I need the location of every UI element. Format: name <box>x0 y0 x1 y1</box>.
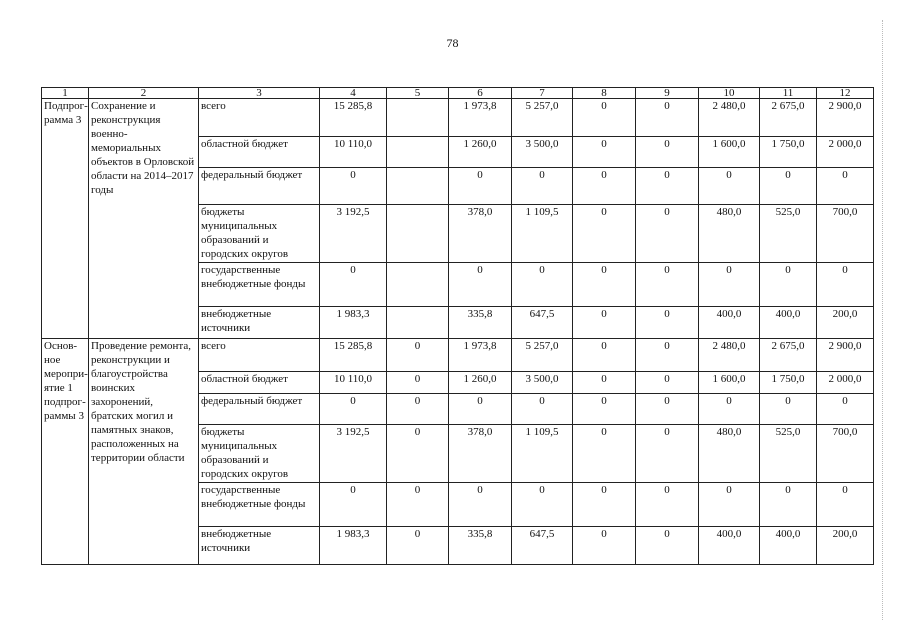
column-header: 2 <box>89 88 199 99</box>
amount-cell: 5 257,0 <box>512 339 573 372</box>
amount-cell: 2 675,0 <box>760 99 817 137</box>
column-header: 8 <box>573 88 636 99</box>
amount-cell: 378,0 <box>449 425 512 483</box>
amount-cell: 335,8 <box>449 307 512 339</box>
amount-cell: 15 285,8 <box>320 99 387 137</box>
amount-cell: 480,0 <box>699 205 760 263</box>
scan-edge-marks <box>882 20 897 620</box>
amount-cell: 0 <box>387 527 449 565</box>
funding-source: областной бюджет <box>199 372 320 394</box>
amount-cell: 525,0 <box>760 205 817 263</box>
amount-cell: 1 600,0 <box>699 372 760 394</box>
amount-cell: 0 <box>449 483 512 527</box>
amount-cell: 0 <box>573 168 636 205</box>
amount-cell: 647,5 <box>512 527 573 565</box>
funding-source: внебюджетные источники <box>199 307 320 339</box>
amount-cell: 0 <box>636 527 699 565</box>
column-header: 9 <box>636 88 699 99</box>
amount-cell: 3 500,0 <box>512 372 573 394</box>
amount-cell: 0 <box>512 263 573 307</box>
amount-cell: 2 000,0 <box>817 372 874 394</box>
amount-cell: 0 <box>387 339 449 372</box>
amount-cell: 0 <box>636 394 699 425</box>
amount-cell: 0 <box>573 394 636 425</box>
amount-cell: 400,0 <box>699 527 760 565</box>
amount-cell: 0 <box>320 483 387 527</box>
amount-cell: 200,0 <box>817 527 874 565</box>
amount-cell: 0 <box>636 205 699 263</box>
amount-cell: 3 500,0 <box>512 137 573 168</box>
amount-cell: 15 285,8 <box>320 339 387 372</box>
amount-cell: 5 257,0 <box>512 99 573 137</box>
funding-source: государственные внебюджетные фонды <box>199 263 320 307</box>
funding-source: государственные внебюджетные фонды <box>199 483 320 527</box>
amount-cell: 0 <box>387 394 449 425</box>
amount-cell: 0 <box>387 483 449 527</box>
column-header: 4 <box>320 88 387 99</box>
funding-source: внебюджетные источники <box>199 527 320 565</box>
amount-cell: 0 <box>817 168 874 205</box>
amount-cell <box>387 263 449 307</box>
amount-cell: 1 260,0 <box>449 372 512 394</box>
program-name: Проведение ремонта, реконструкции и благоустройства воинских захоронений, братских могил и памятных знаков, расположенных на территории области <box>89 339 199 565</box>
amount-cell: 1 600,0 <box>699 137 760 168</box>
amount-cell: 0 <box>512 483 573 527</box>
amount-cell: 0 <box>387 372 449 394</box>
amount-cell <box>387 205 449 263</box>
amount-cell: 0 <box>636 137 699 168</box>
funding-source: федеральный бюджет <box>199 394 320 425</box>
amount-cell: 2 480,0 <box>699 339 760 372</box>
amount-cell: 378,0 <box>449 205 512 263</box>
amount-cell: 3 192,5 <box>320 205 387 263</box>
amount-cell: 1 109,5 <box>512 425 573 483</box>
funding-source: областной бюджет <box>199 137 320 168</box>
amount-cell: 1 750,0 <box>760 137 817 168</box>
amount-cell: 400,0 <box>760 527 817 565</box>
amount-cell: 0 <box>699 483 760 527</box>
amount-cell: 1 260,0 <box>449 137 512 168</box>
amount-cell: 0 <box>760 168 817 205</box>
amount-cell: 0 <box>573 99 636 137</box>
page-number: 78 <box>446 36 459 50</box>
amount-cell: 3 192,5 <box>320 425 387 483</box>
amount-cell: 0 <box>817 263 874 307</box>
amount-cell: 0 <box>573 307 636 339</box>
column-header: 1 <box>42 88 89 99</box>
amount-cell: 0 <box>512 168 573 205</box>
amount-cell: 0 <box>573 263 636 307</box>
amount-cell: 0 <box>636 339 699 372</box>
amount-cell: 1 973,8 <box>449 99 512 137</box>
amount-cell <box>387 168 449 205</box>
column-header: 5 <box>387 88 449 99</box>
amount-cell: 0 <box>760 394 817 425</box>
amount-cell: 0 <box>573 425 636 483</box>
column-header: 6 <box>449 88 512 99</box>
amount-cell: 2 900,0 <box>817 339 874 372</box>
amount-cell: 0 <box>573 137 636 168</box>
amount-cell: 700,0 <box>817 425 874 483</box>
program-name: Сохранение и реконструкция военно-мемориальных объектов в Орловской области на 2014–2017 годы <box>89 99 199 339</box>
amount-cell: 0 <box>636 99 699 137</box>
column-header: 7 <box>512 88 573 99</box>
amount-cell: 0 <box>449 263 512 307</box>
amount-cell: 1 973,8 <box>449 339 512 372</box>
amount-cell <box>387 99 449 137</box>
amount-cell: 10 110,0 <box>320 372 387 394</box>
funding-source: бюджеты муниципальных образований и городских округов <box>199 205 320 263</box>
funding-source: бюджеты муниципальных образований и городских округов <box>199 425 320 483</box>
amount-cell: 700,0 <box>817 205 874 263</box>
column-header: 11 <box>760 88 817 99</box>
amount-cell: 1 109,5 <box>512 205 573 263</box>
amount-cell: 525,0 <box>760 425 817 483</box>
amount-cell: 2 900,0 <box>817 99 874 137</box>
amount-cell: 200,0 <box>817 307 874 339</box>
amount-cell: 1 983,3 <box>320 527 387 565</box>
amount-cell: 0 <box>320 168 387 205</box>
column-header: 3 <box>199 88 320 99</box>
amount-cell: 1 750,0 <box>760 372 817 394</box>
amount-cell: 0 <box>387 425 449 483</box>
amount-cell: 0 <box>573 339 636 372</box>
amount-cell: 0 <box>573 527 636 565</box>
amount-cell: 0 <box>449 168 512 205</box>
funding-source: всего <box>199 339 320 372</box>
column-header: 12 <box>817 88 874 99</box>
amount-cell: 0 <box>636 483 699 527</box>
amount-cell: 0 <box>817 483 874 527</box>
amount-cell: 0 <box>636 168 699 205</box>
amount-cell: 335,8 <box>449 527 512 565</box>
amount-cell: 0 <box>817 394 874 425</box>
amount-cell: 647,5 <box>512 307 573 339</box>
amount-cell: 0 <box>449 394 512 425</box>
column-header: 10 <box>699 88 760 99</box>
amount-cell: 0 <box>636 307 699 339</box>
amount-cell <box>387 307 449 339</box>
amount-cell: 0 <box>699 394 760 425</box>
amount-cell: 1 983,3 <box>320 307 387 339</box>
amount-cell: 480,0 <box>699 425 760 483</box>
amount-cell: 0 <box>699 168 760 205</box>
program-code: Подпрог-рамма 3 <box>42 99 89 339</box>
amount-cell: 400,0 <box>699 307 760 339</box>
amount-cell: 10 110,0 <box>320 137 387 168</box>
amount-cell: 0 <box>760 483 817 527</box>
amount-cell: 2 000,0 <box>817 137 874 168</box>
amount-cell: 0 <box>573 205 636 263</box>
amount-cell: 0 <box>636 372 699 394</box>
amount-cell <box>387 137 449 168</box>
amount-cell: 0 <box>573 372 636 394</box>
amount-cell: 0 <box>760 263 817 307</box>
table-body <box>42 99 874 565</box>
amount-cell: 0 <box>636 263 699 307</box>
table-row <box>42 339 874 372</box>
amount-cell: 0 <box>512 394 573 425</box>
funding-source: всего <box>199 99 320 137</box>
budget-table <box>41 87 874 565</box>
amount-cell: 0 <box>573 483 636 527</box>
amount-cell: 400,0 <box>760 307 817 339</box>
table-row <box>42 99 874 137</box>
amount-cell: 0 <box>699 263 760 307</box>
funding-source: федеральный бюджет <box>199 168 320 205</box>
column-number-row <box>42 88 874 99</box>
amount-cell: 2 480,0 <box>699 99 760 137</box>
amount-cell: 0 <box>320 263 387 307</box>
amount-cell: 2 675,0 <box>760 339 817 372</box>
amount-cell: 0 <box>636 425 699 483</box>
program-code: Основ-ное меропри-ятие 1 подпрог-раммы 3 <box>42 339 89 565</box>
amount-cell: 0 <box>320 394 387 425</box>
